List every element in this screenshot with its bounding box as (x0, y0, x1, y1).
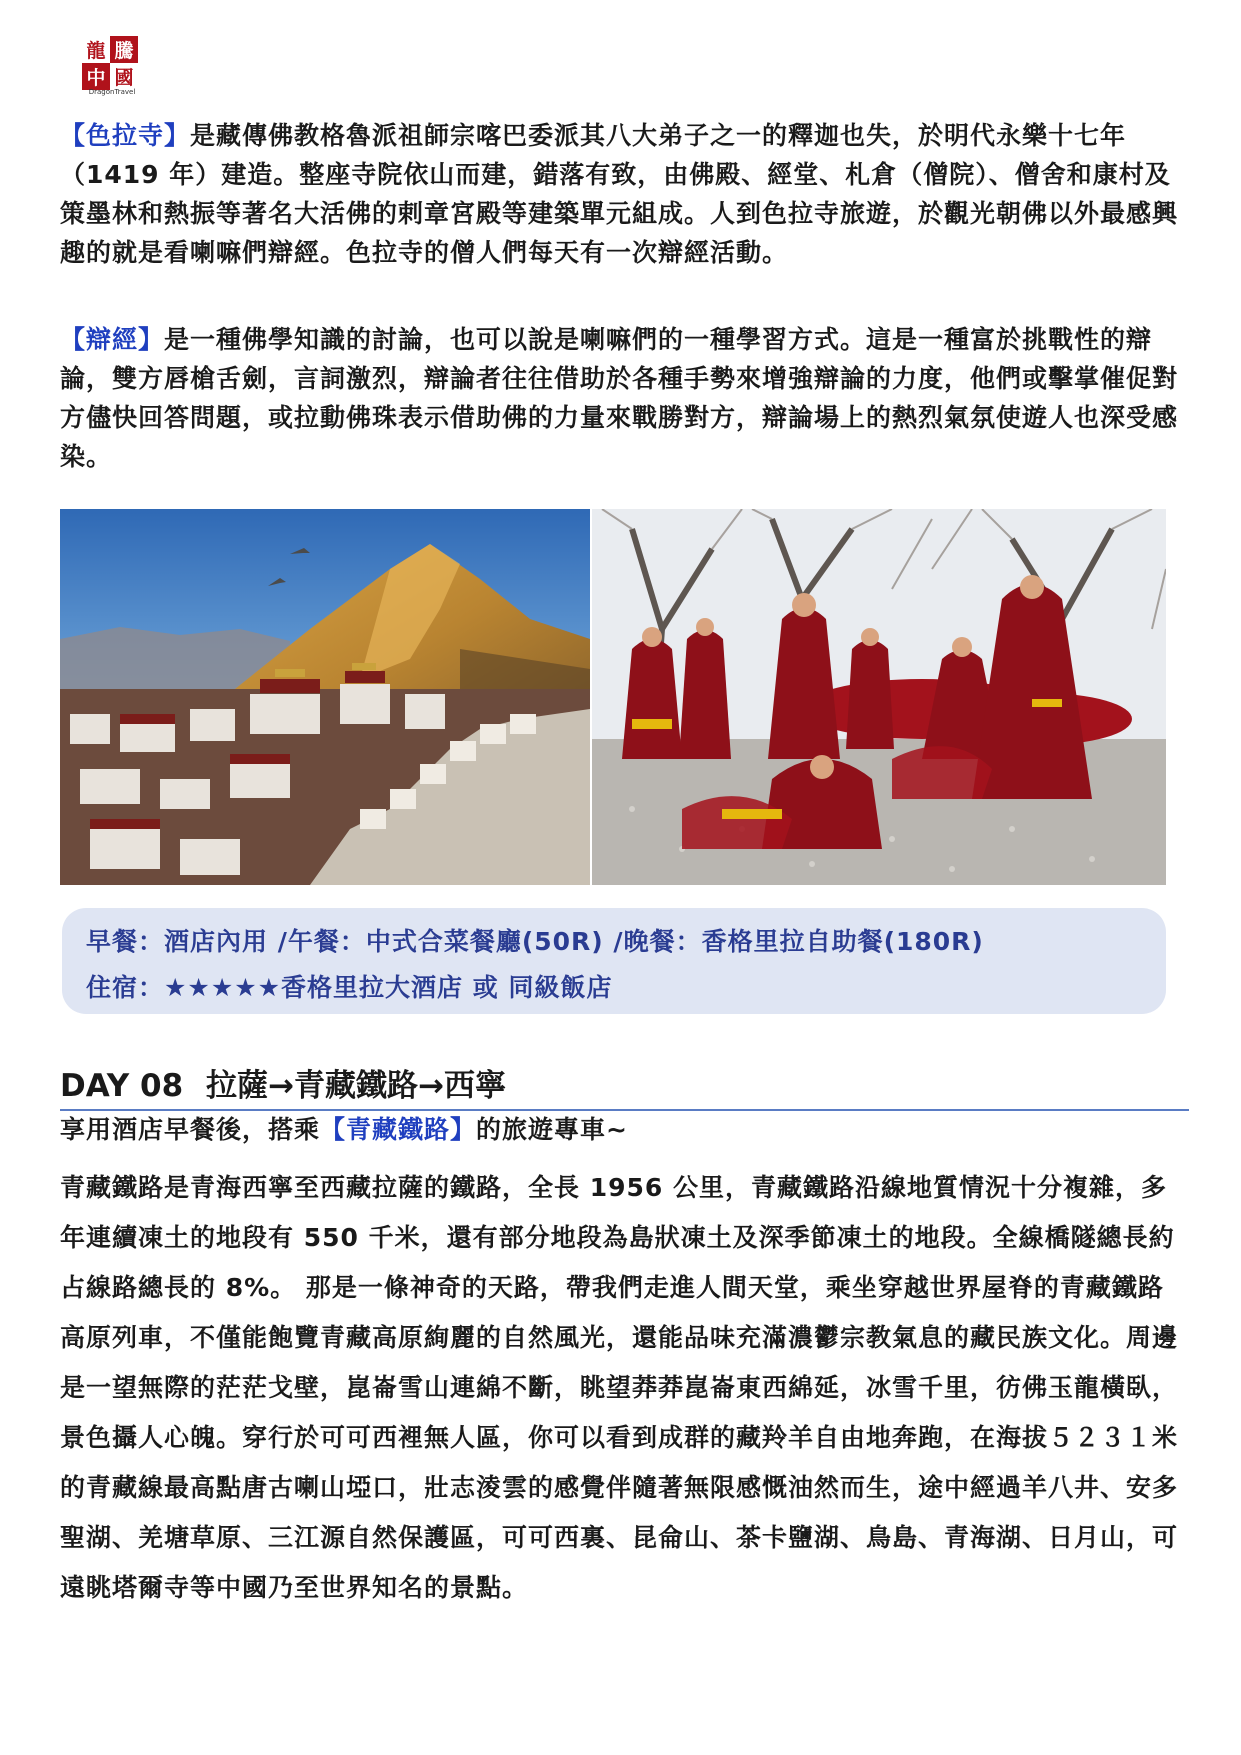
day-number: DAY 08 (60, 1068, 184, 1104)
logo (82, 36, 138, 98)
debate-label: 【辯經】 (60, 325, 165, 354)
sera-text: 是藏傳佛教格魯派祖師宗喀巴委派其八大弟子之一的釋迦也失，於明代永樂十七年（1419 年）建造。整座寺院依山而建，錯落有致，由佛殿、經堂、札倉（僧院）、僧舍和康村及策墨林和熱振等著名大活佛的剌章宮殿等建築單元組成。人到色拉寺旅遊，於觀光朝佛以外最感興趣的就是看喇嘛們辯經。色拉寺的僧人們每天有一次辯經活動。 (60, 121, 1179, 267)
monastery-mountain-photo (60, 509, 590, 885)
lodging-line: 住宿：★★★★★香格里拉大酒店 或 同級飯店 (86, 973, 613, 1002)
debate-paragraph (60, 320, 1180, 476)
logo-seal (82, 36, 138, 89)
intro-prefix: 享用酒店早餐後，搭乘 (60, 1115, 321, 1144)
meals-line: 早餐：酒店內用 /午餐：中式合菜餐廳(50R) /晚餐：香格里拉自助餐(180R) (86, 927, 984, 956)
logo-char: 中 (82, 63, 110, 90)
day-route: 拉薩→青藏鐵路→西寧 (206, 1068, 506, 1104)
monks-debate-photo (592, 509, 1166, 885)
intro-label: 【青藏鐵路】 (320, 1115, 477, 1144)
sera-monastery-paragraph (60, 116, 1180, 272)
logo-char: 騰 (110, 36, 138, 63)
day-intro (60, 1111, 628, 1149)
debate-text: 是一種佛學知識的討論，也可以說是喇嘛們的一種學習方式。這是一種富於挑戰性的辯論，雙方唇槍舌劍，言詞激烈，辯論者往往借助於各種手勢來增強辯論的力度，他們或擊掌催促對方儘快回答問題，或拉動佛珠表示借助佛的力量來戰勝對方，辯論場上的熱烈氣氛使遊人也深受感染。 (60, 325, 1179, 471)
intro-suffix: 的旅遊專車~ (476, 1115, 628, 1144)
qinghai-tibet-railway-paragraph: 青藏鐵路是青海西寧至西藏拉薩的鐵路，全長 1956 公里，青藏鐵路沿線地質情況十分複雜，多年連續凍土的地段有 550 千米，還有部分地段為島狀凍土及深季節凍土的地段。全線橋隧總長約占線路總長的 8%。 那是一條神奇的天路，帶我們走進人間天堂，乘坐穿越世界屋脊的青藏鐵路高原列車，不僅能飽覽青藏高原絢麗的自然風光，還能品味充滿濃鬱宗教氣息的藏民族文化。周邊是一望無際的茫茫戈壁，崑崙雪山連綿不斷，眺望莽莽崑崙東西綿延，冰雪千里，彷佛玉龍橫臥，景色攝人心魄。穿行於可可西裡無人區，你可以看到成群的藏羚羊自由地奔跑，在海拔５２３１米的青藏線最高點唐古喇山埡口，壯志淩雲的感覺伴隨著無限感慨油然而生，途中經過羊八井、安多聖湖、羌塘草原、三江源自然保護區，可可西裏、昆侖山、茶卡鹽湖、鳥島、青海湖、日月山，可遠眺塔爾寺等中國乃至世界知名的景點。 (60, 1173, 1179, 1602)
logo-caption: DragonTravel (88, 88, 136, 96)
day-heading (60, 1060, 506, 1105)
logo-char: 國 (110, 63, 138, 90)
meals-lodging-box (62, 908, 1166, 1014)
sera-label: 【色拉寺】 (60, 121, 191, 150)
logo-char: 龍 (82, 36, 110, 63)
